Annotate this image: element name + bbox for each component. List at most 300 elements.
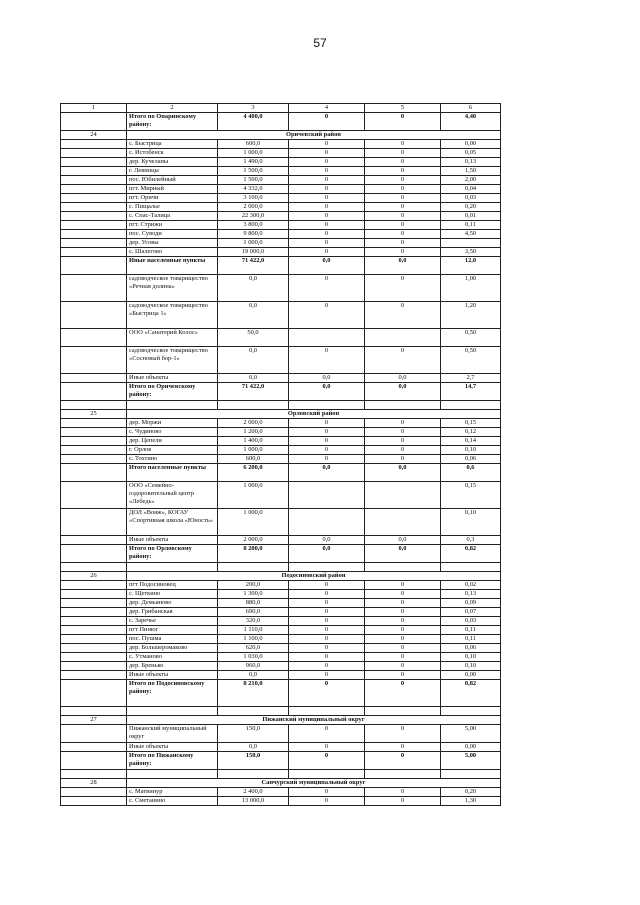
- value-cell: 0: [365, 230, 441, 239]
- table-row: [61, 788, 501, 797]
- value-cell: 620,0: [218, 644, 289, 653]
- header-cell: 4: [289, 104, 365, 113]
- row-number: [61, 617, 127, 626]
- value-cell: 0,0: [365, 374, 441, 383]
- value-cell: 3 800,0: [218, 221, 289, 230]
- location-name: с. Заречье: [127, 617, 218, 626]
- row-number: [61, 176, 127, 185]
- value-cell: 200,0: [218, 581, 289, 590]
- row-number: [61, 185, 127, 194]
- spacer-row: [61, 707, 501, 716]
- location-name: Иные населенные пункты: [127, 257, 218, 275]
- location-name: дер. Демьяново: [127, 599, 218, 608]
- empty-cell: [441, 770, 501, 779]
- empty-cell: [365, 563, 441, 572]
- table-row: [61, 275, 501, 302]
- empty-cell: [218, 707, 289, 716]
- value-cell: 0: [365, 158, 441, 167]
- value-cell: 3 100,0: [218, 194, 289, 203]
- value-cell: 1 000,0: [218, 482, 289, 509]
- value-cell: 0: [365, 428, 441, 437]
- value-cell: 0: [289, 635, 365, 644]
- row-number: [61, 158, 127, 167]
- row-number: [61, 437, 127, 446]
- header-cell: 6: [441, 104, 501, 113]
- value-cell: 0,05: [441, 149, 501, 158]
- value-cell: 0: [289, 788, 365, 797]
- value-cell: 0: [365, 194, 441, 203]
- table-row: [61, 239, 501, 248]
- section-title: Санчурский муниципальный округ: [127, 779, 501, 788]
- location-name: садоводческое товарищество «Сосновый бор-1»: [127, 347, 218, 374]
- total-row: [61, 383, 501, 401]
- value-cell: 960,0: [218, 662, 289, 671]
- value-cell: 0,0: [365, 545, 441, 563]
- row-number: [61, 635, 127, 644]
- value-cell: 2 000,0: [218, 419, 289, 428]
- table-row: [61, 482, 501, 509]
- table-row: [61, 185, 501, 194]
- value-cell: 0: [289, 680, 365, 707]
- value-cell: 0: [365, 725, 441, 743]
- table-row: [61, 743, 501, 752]
- value-cell: 0,13: [441, 590, 501, 599]
- table-row: [61, 158, 501, 167]
- value-cell: 0: [365, 302, 441, 329]
- value-cell: 0: [365, 617, 441, 626]
- row-number: [61, 329, 127, 347]
- value-cell: 1,50: [441, 167, 501, 176]
- row-number: [61, 599, 127, 608]
- empty-cell: [441, 401, 501, 410]
- value-cell: 0: [289, 203, 365, 212]
- value-cell: 0: [289, 455, 365, 464]
- row-number: [61, 194, 127, 203]
- value-cell: 0,15: [441, 419, 501, 428]
- row-number: [61, 680, 127, 707]
- value-cell: 0: [289, 797, 365, 806]
- table-row: [61, 626, 501, 635]
- value-cell: 0: [365, 239, 441, 248]
- spacer-row: [61, 563, 501, 572]
- value-cell: 12,0: [441, 257, 501, 275]
- empty-cell: [61, 770, 127, 779]
- location-name: с. Тохтино: [127, 455, 218, 464]
- value-cell: 0: [289, 599, 365, 608]
- value-cell: 0,0: [218, 671, 289, 680]
- location-name: Итого по Опаринскому району:: [127, 113, 218, 131]
- value-cell: 0,15: [441, 482, 501, 509]
- table-row: [61, 176, 501, 185]
- value-cell: 0: [289, 140, 365, 149]
- location-name: пгт Пинюг: [127, 626, 218, 635]
- section-title: Подосиновский район: [127, 572, 501, 581]
- value-cell: 0: [289, 113, 365, 131]
- value-cell: 4 400,0: [218, 113, 289, 131]
- value-cell: [365, 329, 441, 347]
- value-cell: 0: [365, 221, 441, 230]
- table-row: [61, 599, 501, 608]
- row-number: [61, 509, 127, 536]
- value-cell: 0,00: [441, 743, 501, 752]
- row-number: [61, 374, 127, 383]
- location-name: с. Чудиново: [127, 428, 218, 437]
- row-number: [61, 428, 127, 437]
- value-cell: 0,0: [289, 257, 365, 275]
- table-row: [61, 374, 501, 383]
- value-cell: 2 000,0: [218, 536, 289, 545]
- row-number: [61, 788, 127, 797]
- value-cell: 4 332,0: [218, 185, 289, 194]
- value-cell: 0: [289, 671, 365, 680]
- row-number: [61, 590, 127, 599]
- value-cell: 0: [289, 644, 365, 653]
- value-cell: 320,0: [218, 617, 289, 626]
- empty-cell: [61, 707, 127, 716]
- row-number: [61, 446, 127, 455]
- row-number: [61, 113, 127, 131]
- value-cell: 0: [365, 437, 441, 446]
- table-row: [61, 230, 501, 239]
- value-cell: 0,82: [441, 545, 501, 563]
- row-number: 26: [61, 572, 127, 581]
- value-cell: 0,04: [441, 185, 501, 194]
- location-name: Иные объекты: [127, 743, 218, 752]
- row-number: [61, 275, 127, 302]
- value-cell: 0: [289, 617, 365, 626]
- value-cell: 71 422,0: [218, 257, 289, 275]
- value-cell: 0,03: [441, 194, 501, 203]
- total-row: [61, 752, 501, 770]
- value-cell: [365, 482, 441, 509]
- value-cell: 3,50: [441, 248, 501, 257]
- row-number: [61, 482, 127, 509]
- row-number: [61, 212, 127, 221]
- empty-cell: [127, 563, 218, 572]
- empty-cell: [61, 401, 127, 410]
- location-name: г. Левинцы: [127, 167, 218, 176]
- value-cell: 1,20: [441, 302, 501, 329]
- row-number: [61, 347, 127, 374]
- value-cell: 0,0: [218, 347, 289, 374]
- value-cell: 0: [289, 437, 365, 446]
- total-row: [61, 680, 501, 707]
- value-cell: 690,0: [218, 608, 289, 617]
- value-cell: 600,0: [218, 455, 289, 464]
- value-cell: 0,0: [289, 374, 365, 383]
- location-name: г. Орлов: [127, 446, 218, 455]
- value-cell: 0,20: [441, 788, 501, 797]
- value-cell: 0,13: [441, 158, 501, 167]
- location-name: садоводческое товарищество «Быстрица 1»: [127, 302, 218, 329]
- location-name: с. Матвинур: [127, 788, 218, 797]
- table-row: [61, 617, 501, 626]
- value-cell: 19 000,0: [218, 248, 289, 257]
- value-cell: 0: [289, 149, 365, 158]
- value-cell: 0: [365, 797, 441, 806]
- value-cell: 22 300,0: [218, 212, 289, 221]
- value-cell: 0: [289, 347, 365, 374]
- row-number: [61, 464, 127, 482]
- location-name: с. Спас-Талица: [127, 212, 218, 221]
- value-cell: 0,02: [441, 581, 501, 590]
- section-title: Орловский район: [127, 410, 501, 419]
- value-cell: 0,06: [441, 455, 501, 464]
- value-cell: 1 500,0: [218, 167, 289, 176]
- value-cell: 0: [365, 653, 441, 662]
- empty-cell: [365, 707, 441, 716]
- value-cell: 0: [365, 788, 441, 797]
- table-row: [61, 725, 501, 743]
- location-name: Итого по Орловскому району:: [127, 545, 218, 563]
- location-name: с. Истобенск: [127, 149, 218, 158]
- empty-cell: [127, 707, 218, 716]
- value-cell: 0,0: [365, 383, 441, 401]
- table-row: [61, 329, 501, 347]
- value-cell: 0: [365, 446, 441, 455]
- empty-cell: [127, 770, 218, 779]
- location-name: Иные объекты: [127, 374, 218, 383]
- value-cell: 0: [365, 671, 441, 680]
- value-cell: 0: [365, 635, 441, 644]
- value-cell: 0: [365, 149, 441, 158]
- value-cell: 0,11: [441, 221, 501, 230]
- row-number: [61, 383, 127, 401]
- value-cell: 0,0: [218, 302, 289, 329]
- table-row: [61, 347, 501, 374]
- value-cell: 0: [365, 212, 441, 221]
- value-cell: 0: [289, 428, 365, 437]
- value-cell: 1 100,0: [218, 635, 289, 644]
- value-cell: 1 000,0: [218, 446, 289, 455]
- location-name: с. Щеткино: [127, 590, 218, 599]
- value-cell: 0: [289, 185, 365, 194]
- value-cell: 0,11: [441, 626, 501, 635]
- table-row: [61, 608, 501, 617]
- value-cell: 8 200,0: [218, 545, 289, 563]
- value-cell: 0,0: [289, 464, 365, 482]
- value-cell: 1 200,0: [218, 428, 289, 437]
- value-cell: 150,0: [218, 752, 289, 770]
- value-cell: 0,0: [365, 464, 441, 482]
- row-number: [61, 608, 127, 617]
- row-number: 28: [61, 779, 127, 788]
- value-cell: 0: [365, 680, 441, 707]
- row-number: [61, 743, 127, 752]
- value-cell: 8 210,0: [218, 680, 289, 707]
- value-cell: 0,0: [365, 536, 441, 545]
- empty-cell: [289, 401, 365, 410]
- empty-cell: [441, 563, 501, 572]
- value-cell: 0: [289, 302, 365, 329]
- value-cell: 0: [289, 446, 365, 455]
- value-cell: 1 000,0: [218, 509, 289, 536]
- total-row: [61, 545, 501, 563]
- table-row: [61, 509, 501, 536]
- row-number: [61, 653, 127, 662]
- value-cell: 1,30: [441, 797, 501, 806]
- value-cell: 0: [365, 176, 441, 185]
- value-cell: 0,10: [441, 446, 501, 455]
- table-row: [61, 203, 501, 212]
- table-row: [61, 635, 501, 644]
- value-cell: 0,07: [441, 608, 501, 617]
- row-number: [61, 203, 127, 212]
- location-name: с. Шалегово: [127, 248, 218, 257]
- value-cell: 0: [289, 581, 365, 590]
- row-number: [61, 581, 127, 590]
- table-row: [61, 419, 501, 428]
- table-row: [61, 590, 501, 599]
- location-name: пгт Подосиновец: [127, 581, 218, 590]
- value-cell: 0,06: [441, 644, 501, 653]
- value-cell: 13 000,0: [218, 797, 289, 806]
- value-cell: 0,0: [289, 545, 365, 563]
- value-cell: 2,7: [441, 374, 501, 383]
- table-row: [61, 248, 501, 257]
- empty-cell: [289, 563, 365, 572]
- value-cell: 1 030,0: [218, 653, 289, 662]
- value-cell: 0: [365, 752, 441, 770]
- section-title: Оричевский район: [127, 131, 501, 140]
- row-number: [61, 725, 127, 743]
- value-cell: 0: [289, 725, 365, 743]
- value-cell: 0: [289, 212, 365, 221]
- value-cell: 0,0: [218, 743, 289, 752]
- value-cell: 0: [289, 194, 365, 203]
- location-name: дер. Цепели: [127, 437, 218, 446]
- page-number: 57: [313, 36, 327, 50]
- location-name: пгт. Оричи: [127, 194, 218, 203]
- location-name: ООО «Семейно-оздоровительный центр «Лебедь»: [127, 482, 218, 509]
- row-number: 24: [61, 131, 127, 140]
- section-title: Пижанский муниципальный округ: [127, 716, 501, 725]
- location-name: ДОЛ «Вояж», КОГАУ «Спортивная школа «Юность»: [127, 509, 218, 536]
- value-cell: 0: [365, 248, 441, 257]
- row-number: [61, 167, 127, 176]
- value-cell: 0,00: [441, 140, 501, 149]
- value-cell: 0,10: [441, 509, 501, 536]
- value-cell: 0: [289, 230, 365, 239]
- value-cell: 1 000,0: [218, 239, 289, 248]
- value-cell: 0,12: [441, 428, 501, 437]
- row-number: [61, 797, 127, 806]
- value-cell: 150,0: [218, 725, 289, 743]
- location-name: Иные объекты: [127, 536, 218, 545]
- value-cell: 0: [289, 608, 365, 617]
- location-name: с. Сметанино: [127, 797, 218, 806]
- value-cell: 0: [365, 140, 441, 149]
- table-row: [61, 797, 501, 806]
- table-row: [61, 194, 501, 203]
- header-cell: 1: [61, 104, 127, 113]
- header-cell: 2: [127, 104, 218, 113]
- value-cell: 0,20: [441, 203, 501, 212]
- value-cell: 0: [365, 203, 441, 212]
- value-cell: 0: [365, 419, 441, 428]
- row-number: [61, 644, 127, 653]
- empty-cell: [127, 401, 218, 410]
- value-cell: 1 490,0: [218, 158, 289, 167]
- value-cell: 0: [289, 248, 365, 257]
- value-cell: 2,00: [441, 176, 501, 185]
- empty-cell: [365, 401, 441, 410]
- empty-cell: [365, 770, 441, 779]
- location-name: ООО «Санаторий Колос»: [127, 329, 218, 347]
- location-name: с. Пищалье: [127, 203, 218, 212]
- table-row: [61, 428, 501, 437]
- value-cell: 0,11: [441, 635, 501, 644]
- spacer-row: [61, 401, 501, 410]
- value-cell: 0: [365, 581, 441, 590]
- row-number: [61, 230, 127, 239]
- location-name: дер. Кучелапы: [127, 158, 218, 167]
- value-cell: 0: [289, 752, 365, 770]
- empty-cell: [61, 563, 127, 572]
- value-cell: 0,03: [441, 617, 501, 626]
- value-cell: 0: [289, 662, 365, 671]
- table-row: [61, 455, 501, 464]
- value-cell: 0: [289, 653, 365, 662]
- value-cell: 0,10: [441, 653, 501, 662]
- value-cell: 0: [289, 743, 365, 752]
- location-name: дер. Большеромаково: [127, 644, 218, 653]
- location-name: Итого по Оричевскому району:: [127, 383, 218, 401]
- value-cell: 1 500,0: [218, 176, 289, 185]
- location-name: Итого населенные пункты: [127, 464, 218, 482]
- value-cell: 4,40: [441, 113, 501, 131]
- empty-cell: [441, 707, 501, 716]
- value-cell: 0,6: [441, 464, 501, 482]
- value-cell: 0,82: [441, 680, 501, 707]
- empty-cell: [218, 770, 289, 779]
- empty-cell: [218, 401, 289, 410]
- value-cell: 0: [365, 599, 441, 608]
- total-row: [61, 464, 501, 482]
- value-cell: 0: [289, 167, 365, 176]
- table-row: [61, 536, 501, 545]
- table-row: [61, 140, 501, 149]
- location-name: пос. Пушма: [127, 635, 218, 644]
- table-row: [61, 581, 501, 590]
- location-name: Иные объекты: [127, 671, 218, 680]
- value-cell: 2 400,0: [218, 788, 289, 797]
- value-cell: 0: [289, 275, 365, 302]
- section-row: [61, 131, 501, 140]
- value-cell: 0: [289, 176, 365, 185]
- value-cell: 0: [365, 347, 441, 374]
- header-cell: 5: [365, 104, 441, 113]
- value-cell: 71 422,0: [218, 383, 289, 401]
- value-cell: [365, 509, 441, 536]
- value-cell: 0: [289, 239, 365, 248]
- spacer-row: [61, 770, 501, 779]
- value-cell: 4,50: [441, 230, 501, 239]
- value-cell: 0: [365, 590, 441, 599]
- row-number: [61, 671, 127, 680]
- value-cell: 0: [365, 743, 441, 752]
- empty-cell: [289, 707, 365, 716]
- location-name: пос. Суводи: [127, 230, 218, 239]
- value-cell: 0,01: [441, 212, 501, 221]
- value-cell: 0,0: [289, 383, 365, 401]
- table-row: [61, 212, 501, 221]
- location-name: дер. Моржи: [127, 419, 218, 428]
- value-cell: 0,0: [289, 536, 365, 545]
- location-name: с. Утманово: [127, 653, 218, 662]
- value-cell: 0: [365, 185, 441, 194]
- empty-cell: [289, 770, 365, 779]
